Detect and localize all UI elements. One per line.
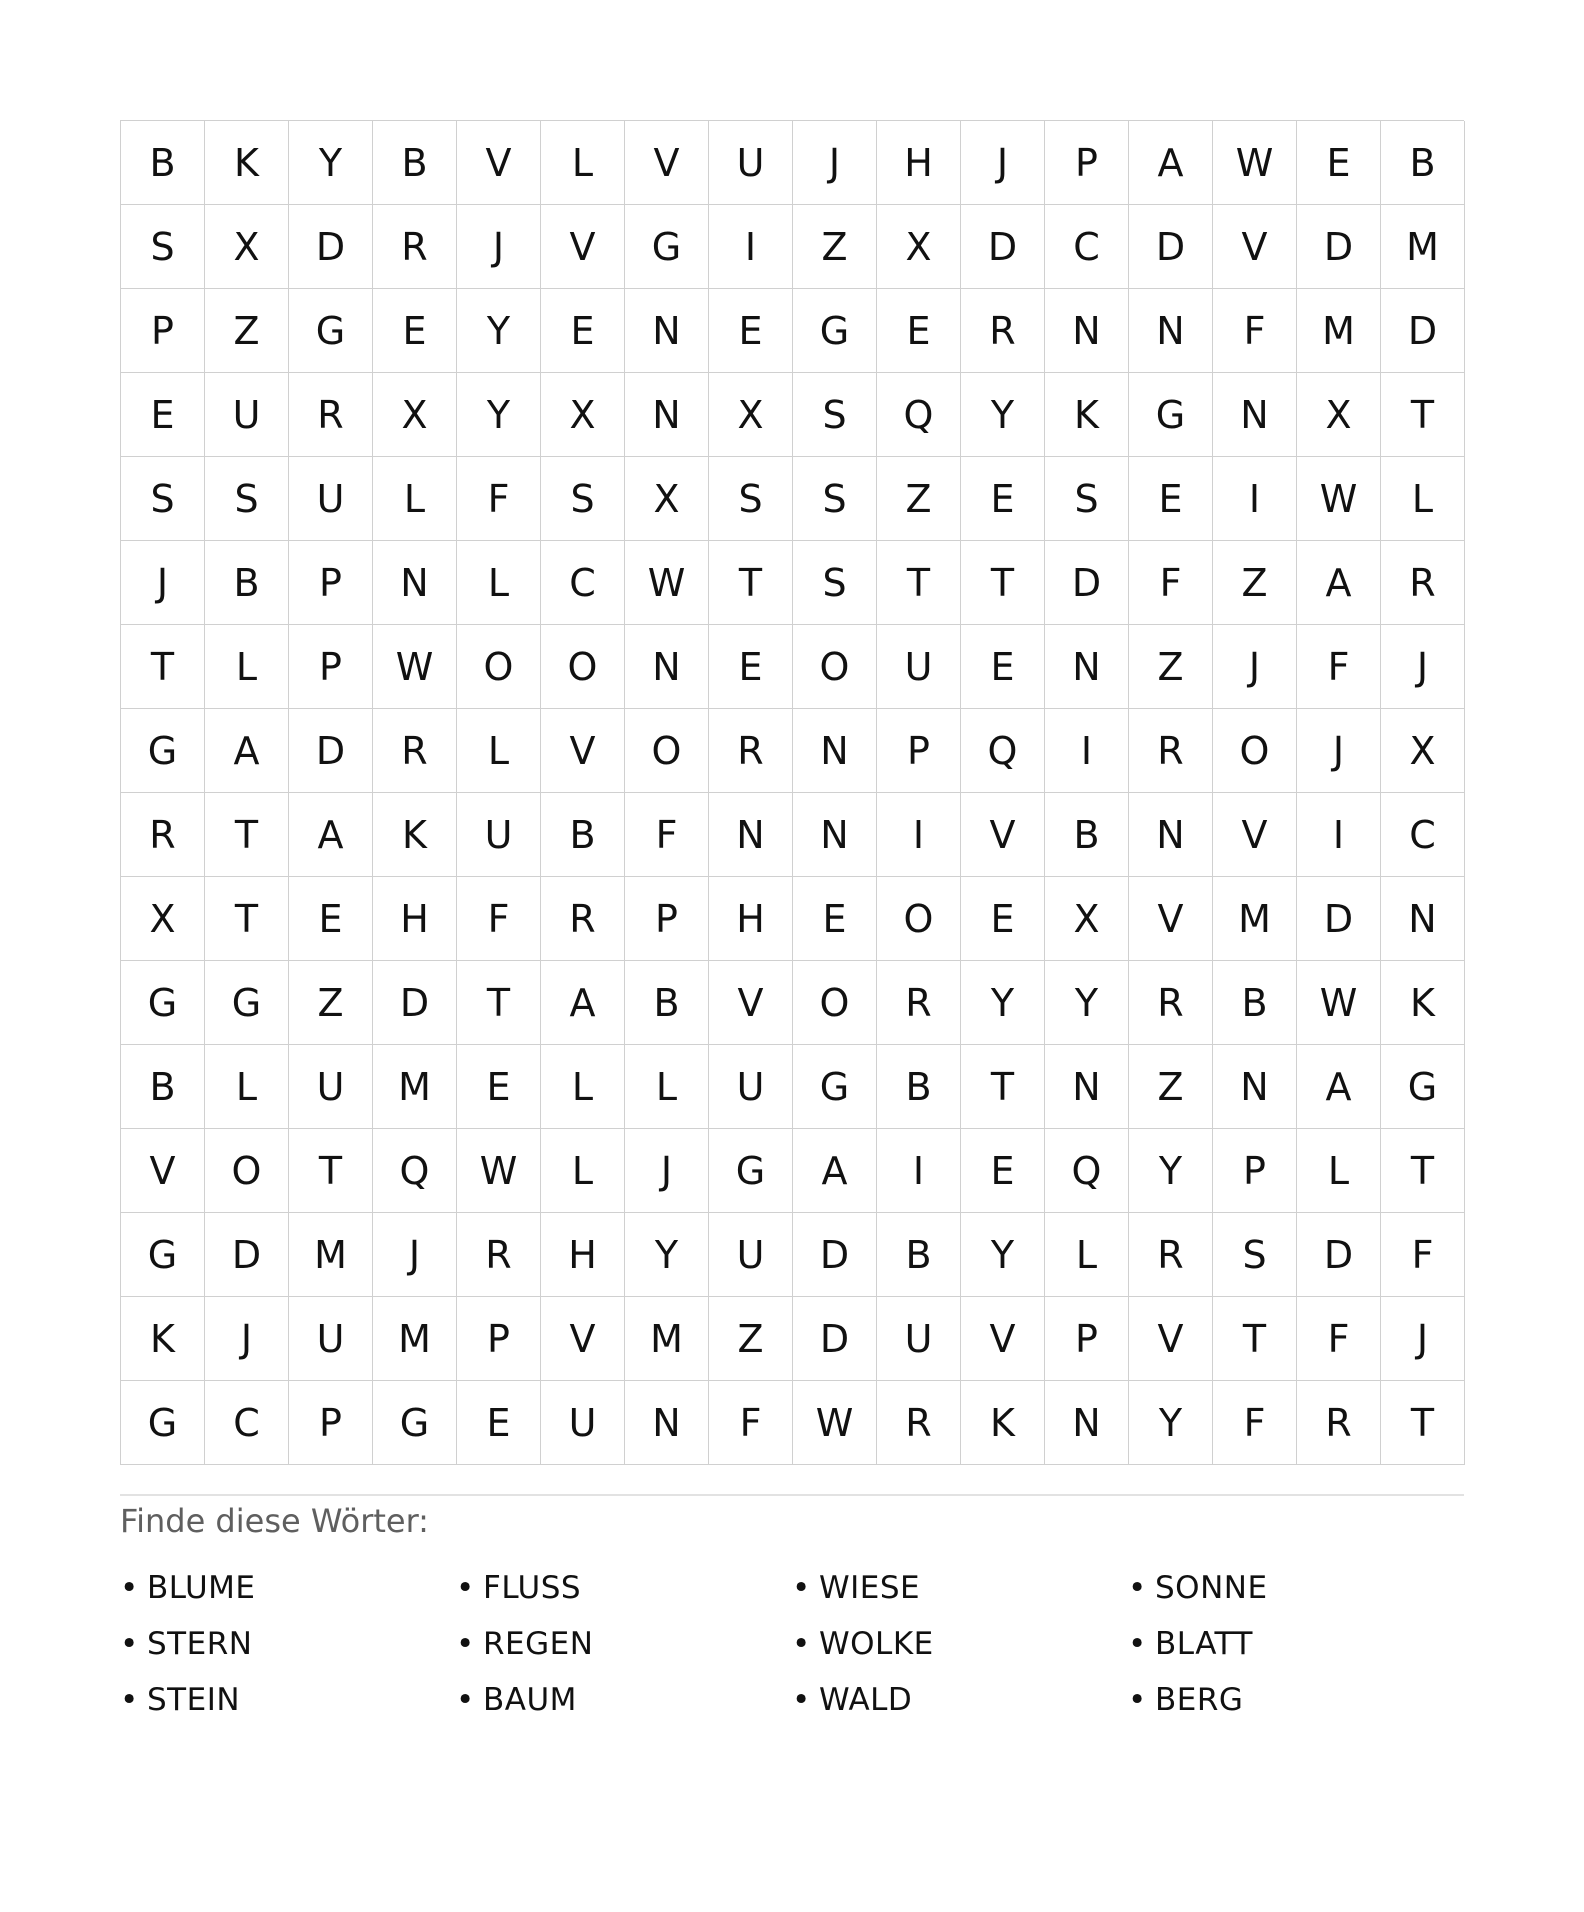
grid-cell[interactable]: B xyxy=(1213,961,1297,1045)
grid-cell[interactable]: R xyxy=(1129,1213,1213,1297)
grid-cell[interactable]: S xyxy=(205,457,289,541)
grid-cell[interactable]: I xyxy=(1297,793,1381,877)
grid-cell[interactable]: N xyxy=(1213,1045,1297,1129)
grid-cell[interactable]: G xyxy=(121,1213,205,1297)
grid-cell[interactable]: T xyxy=(205,793,289,877)
grid-cell[interactable]: V xyxy=(625,121,709,205)
grid-cell[interactable]: L xyxy=(1045,1213,1129,1297)
grid-cell[interactable]: U xyxy=(289,1297,373,1381)
grid-cell[interactable]: T xyxy=(457,961,541,1045)
grid-cell[interactable]: Z xyxy=(205,289,289,373)
grid-cell[interactable]: N xyxy=(625,289,709,373)
grid-cell[interactable]: R xyxy=(289,373,373,457)
grid-cell[interactable]: J xyxy=(625,1129,709,1213)
grid-cell[interactable]: S xyxy=(121,457,205,541)
grid-cell[interactable]: G xyxy=(709,1129,793,1213)
word-list-item xyxy=(120,1616,456,1672)
grid-cell[interactable]: R xyxy=(877,961,961,1045)
grid-cell[interactable]: R xyxy=(373,205,457,289)
grid-cell[interactable]: T xyxy=(877,541,961,625)
grid-cell[interactable]: D xyxy=(1297,1213,1381,1297)
grid-cell[interactable]: S xyxy=(121,205,205,289)
grid-cell[interactable]: Y xyxy=(1045,961,1129,1045)
grid-cell[interactable]: V xyxy=(541,205,625,289)
grid-cell[interactable]: Q xyxy=(877,373,961,457)
grid-cell[interactable]: I xyxy=(877,793,961,877)
grid-cell[interactable]: J xyxy=(793,121,877,205)
grid-cell[interactable]: N xyxy=(793,709,877,793)
grid-cell[interactable]: U xyxy=(541,1381,625,1465)
grid-cell[interactable]: U xyxy=(709,121,793,205)
grid-cell[interactable]: T xyxy=(1381,1381,1465,1465)
grid-cell[interactable]: D xyxy=(793,1213,877,1297)
grid-cell[interactable]: D xyxy=(1045,541,1129,625)
grid-cell[interactable]: S xyxy=(793,373,877,457)
grid-cell[interactable]: G xyxy=(793,289,877,373)
grid-cell[interactable]: A xyxy=(1297,1045,1381,1129)
grid-cell[interactable]: U xyxy=(289,457,373,541)
grid-cell[interactable]: B xyxy=(541,793,625,877)
grid-cell[interactable]: K xyxy=(1045,373,1129,457)
grid-cell[interactable]: P xyxy=(1045,121,1129,205)
bullet-icon: • xyxy=(792,1682,811,1718)
grid-cell[interactable]: D xyxy=(961,205,1045,289)
grid-cell[interactable]: E xyxy=(457,1381,541,1465)
grid-cell[interactable]: N xyxy=(1045,1381,1129,1465)
grid-cell[interactable]: T xyxy=(709,541,793,625)
grid-cell[interactable]: V xyxy=(709,961,793,1045)
word-label: WIESE xyxy=(819,1570,921,1606)
grid-cell[interactable]: D xyxy=(373,961,457,1045)
grid-cell[interactable]: V xyxy=(541,1297,625,1381)
word-search-puzzle xyxy=(120,120,1464,1465)
grid-cell[interactable]: L xyxy=(1381,457,1465,541)
grid-cell[interactable]: D xyxy=(1297,205,1381,289)
grid-cell[interactable]: P xyxy=(289,541,373,625)
word-list-item xyxy=(792,1560,1128,1616)
word-list-title: Finde diese Wörter: xyxy=(120,1502,429,1540)
bullet-icon: • xyxy=(1128,1626,1147,1662)
grid-cell[interactable]: J xyxy=(457,205,541,289)
grid-cell[interactable]: F xyxy=(709,1381,793,1465)
grid-cell[interactable]: X xyxy=(541,373,625,457)
grid-cell[interactable]: N xyxy=(1045,1045,1129,1129)
grid-cell[interactable]: H xyxy=(373,877,457,961)
grid-cell[interactable]: Z xyxy=(289,961,373,1045)
grid-cell[interactable]: P xyxy=(877,709,961,793)
grid-cell[interactable]: B xyxy=(877,1045,961,1129)
bullet-icon: • xyxy=(456,1570,475,1606)
grid-cell[interactable]: M xyxy=(1213,877,1297,961)
grid-cell[interactable]: U xyxy=(457,793,541,877)
grid-cell[interactable]: O xyxy=(541,625,625,709)
grid-cell[interactable]: O xyxy=(793,961,877,1045)
grid-cell[interactable]: P xyxy=(289,625,373,709)
grid-cell[interactable]: M xyxy=(1297,289,1381,373)
word-list-item xyxy=(456,1616,792,1672)
grid-cell[interactable]: N xyxy=(373,541,457,625)
grid-cell[interactable]: V xyxy=(1129,877,1213,961)
grid-cell[interactable]: X xyxy=(625,457,709,541)
grid-cell[interactable]: S xyxy=(1045,457,1129,541)
grid-cell[interactable]: O xyxy=(877,877,961,961)
grid-cell[interactable]: W xyxy=(373,625,457,709)
grid-cell[interactable]: T xyxy=(289,1129,373,1213)
grid-cell[interactable]: A xyxy=(793,1129,877,1213)
grid-cell[interactable]: X xyxy=(373,373,457,457)
word-list-item xyxy=(456,1560,792,1616)
grid-cell[interactable]: Q xyxy=(961,709,1045,793)
grid-cell[interactable]: G xyxy=(289,289,373,373)
grid-cell[interactable]: K xyxy=(961,1381,1045,1465)
grid-cell[interactable]: B xyxy=(1045,793,1129,877)
word-label: BAUM xyxy=(483,1682,577,1718)
grid-cell[interactable]: X xyxy=(1045,877,1129,961)
grid-cell[interactable]: N xyxy=(1213,373,1297,457)
grid-cell[interactable]: L xyxy=(373,457,457,541)
grid-cell[interactable]: U xyxy=(877,1297,961,1381)
word-list-item xyxy=(120,1560,456,1616)
grid-cell[interactable]: F xyxy=(457,877,541,961)
grid-cell[interactable]: F xyxy=(1213,289,1297,373)
grid-cell[interactable]: I xyxy=(709,205,793,289)
grid-cell[interactable]: P xyxy=(625,877,709,961)
grid-cell[interactable]: M xyxy=(289,1213,373,1297)
grid-cell[interactable]: G xyxy=(1129,373,1213,457)
grid-cell[interactable]: W xyxy=(793,1381,877,1465)
grid-cell[interactable]: E xyxy=(793,877,877,961)
grid-cell[interactable]: T xyxy=(205,877,289,961)
grid-cell[interactable]: X xyxy=(709,373,793,457)
grid-cell[interactable]: V xyxy=(457,121,541,205)
word-label: WALD xyxy=(819,1682,913,1718)
grid-cell[interactable]: B xyxy=(121,121,205,205)
grid-cell[interactable]: D xyxy=(1297,877,1381,961)
grid-cell[interactable]: R xyxy=(541,877,625,961)
grid-cell[interactable]: N xyxy=(793,793,877,877)
grid-cell[interactable]: G xyxy=(121,1381,205,1465)
grid-cell[interactable]: W xyxy=(1297,457,1381,541)
grid-cell[interactable]: W xyxy=(625,541,709,625)
letter-grid xyxy=(120,120,1464,1465)
grid-cell[interactable]: N xyxy=(1045,289,1129,373)
word-list xyxy=(120,1560,1464,1728)
grid-cell[interactable]: D xyxy=(205,1213,289,1297)
grid-cell[interactable]: L xyxy=(1297,1129,1381,1213)
grid-cell[interactable]: Z xyxy=(1129,625,1213,709)
word-list-item xyxy=(1128,1616,1464,1672)
grid-cell[interactable]: T xyxy=(961,541,1045,625)
grid-cell[interactable]: E xyxy=(709,625,793,709)
grid-cell[interactable]: V xyxy=(1129,1297,1213,1381)
grid-cell[interactable]: T xyxy=(121,625,205,709)
grid-cell[interactable]: H xyxy=(709,877,793,961)
grid-cell[interactable]: Z xyxy=(1213,541,1297,625)
grid-cell[interactable]: D xyxy=(289,205,373,289)
grid-cell[interactable]: F xyxy=(1129,541,1213,625)
grid-cell[interactable]: O xyxy=(1213,709,1297,793)
grid-cell[interactable]: Y xyxy=(961,373,1045,457)
grid-cell[interactable]: U xyxy=(877,625,961,709)
grid-cell[interactable]: H xyxy=(541,1213,625,1297)
grid-cell[interactable]: W xyxy=(1213,121,1297,205)
grid-cell[interactable]: N xyxy=(1129,793,1213,877)
grid-cell[interactable]: N xyxy=(1129,289,1213,373)
grid-cell[interactable]: L xyxy=(625,1045,709,1129)
grid-cell[interactable]: F xyxy=(457,457,541,541)
grid-cell[interactable]: Q xyxy=(373,1129,457,1213)
grid-cell[interactable]: B xyxy=(625,961,709,1045)
word-list-item xyxy=(792,1672,1128,1728)
grid-cell[interactable]: M xyxy=(1381,205,1465,289)
grid-cell[interactable]: O xyxy=(457,625,541,709)
grid-cell[interactable]: C xyxy=(541,541,625,625)
grid-cell[interactable]: G xyxy=(121,961,205,1045)
grid-cell[interactable]: X xyxy=(205,205,289,289)
grid-cell[interactable]: B xyxy=(1381,121,1465,205)
grid-cell[interactable]: C xyxy=(205,1381,289,1465)
grid-cell[interactable]: Y xyxy=(457,373,541,457)
grid-cell[interactable]: V xyxy=(961,793,1045,877)
grid-cell[interactable]: L xyxy=(541,1129,625,1213)
grid-cell[interactable]: J xyxy=(1381,625,1465,709)
grid-cell[interactable]: M xyxy=(373,1045,457,1129)
grid-cell[interactable]: D xyxy=(289,709,373,793)
grid-cell[interactable]: F xyxy=(1213,1381,1297,1465)
bullet-icon: • xyxy=(120,1626,139,1662)
grid-cell[interactable]: R xyxy=(1297,1381,1381,1465)
grid-cell[interactable]: N xyxy=(1045,625,1129,709)
grid-cell[interactable]: J xyxy=(205,1297,289,1381)
grid-cell[interactable]: V xyxy=(541,709,625,793)
grid-cell[interactable]: V xyxy=(1213,205,1297,289)
word-list-item xyxy=(1128,1672,1464,1728)
grid-cell[interactable]: L xyxy=(205,1045,289,1129)
grid-cell[interactable]: H xyxy=(877,121,961,205)
word-list-item xyxy=(792,1616,1128,1672)
grid-cell[interactable]: B xyxy=(877,1213,961,1297)
grid-cell[interactable]: E xyxy=(961,625,1045,709)
grid-cell[interactable]: C xyxy=(1381,793,1465,877)
grid-cell[interactable]: W xyxy=(457,1129,541,1213)
grid-cell[interactable]: G xyxy=(205,961,289,1045)
grid-cell[interactable]: B xyxy=(373,121,457,205)
grid-cell[interactable]: E xyxy=(961,877,1045,961)
grid-cell[interactable]: S xyxy=(793,541,877,625)
grid-cell[interactable]: J xyxy=(1297,709,1381,793)
grid-cell[interactable]: G xyxy=(1381,1045,1465,1129)
grid-cell[interactable]: V xyxy=(1213,793,1297,877)
grid-cell[interactable]: S xyxy=(541,457,625,541)
grid-cell[interactable]: X xyxy=(1297,373,1381,457)
grid-cell[interactable]: P xyxy=(457,1297,541,1381)
grid-cell[interactable]: X xyxy=(877,205,961,289)
grid-cell[interactable]: R xyxy=(373,709,457,793)
grid-cell[interactable]: E xyxy=(961,1129,1045,1213)
grid-cell[interactable]: Y xyxy=(1129,1381,1213,1465)
grid-cell[interactable]: F xyxy=(1297,625,1381,709)
grid-cell[interactable]: T xyxy=(1381,373,1465,457)
grid-cell[interactable]: N xyxy=(625,625,709,709)
grid-cell[interactable]: R xyxy=(1381,541,1465,625)
grid-cell[interactable]: E xyxy=(541,289,625,373)
grid-cell[interactable]: Y xyxy=(961,961,1045,1045)
grid-cell[interactable]: R xyxy=(1129,961,1213,1045)
bullet-icon: • xyxy=(792,1570,811,1606)
grid-cell[interactable]: Y xyxy=(1129,1129,1213,1213)
grid-cell[interactable]: J xyxy=(961,121,1045,205)
grid-cell[interactable]: X xyxy=(121,877,205,961)
grid-cell[interactable]: E xyxy=(877,289,961,373)
grid-cell[interactable]: A xyxy=(1297,541,1381,625)
grid-cell[interactable]: Z xyxy=(877,457,961,541)
grid-cell[interactable]: L xyxy=(457,709,541,793)
grid-cell[interactable]: P xyxy=(289,1381,373,1465)
grid-cell[interactable]: O xyxy=(793,625,877,709)
grid-cell[interactable]: M xyxy=(373,1297,457,1381)
grid-cell[interactable]: D xyxy=(1381,289,1465,373)
grid-cell[interactable]: E xyxy=(289,877,373,961)
grid-cell[interactable]: J xyxy=(1381,1297,1465,1381)
word-label: BLATT xyxy=(1155,1626,1253,1662)
word-list-item xyxy=(1128,1560,1464,1616)
grid-cell[interactable]: T xyxy=(1381,1129,1465,1213)
grid-cell[interactable]: R xyxy=(961,289,1045,373)
grid-cell[interactable]: E xyxy=(121,373,205,457)
grid-cell[interactable]: N xyxy=(709,793,793,877)
bullet-icon: • xyxy=(1128,1682,1147,1718)
grid-cell[interactable]: J xyxy=(121,541,205,625)
word-list-item xyxy=(120,1672,456,1728)
word-label: STERN xyxy=(147,1626,253,1662)
grid-cell[interactable]: M xyxy=(625,1297,709,1381)
grid-cell[interactable]: P xyxy=(1045,1297,1129,1381)
grid-cell[interactable]: Z xyxy=(1129,1045,1213,1129)
grid-cell[interactable]: S xyxy=(1213,1213,1297,1297)
grid-cell[interactable]: E xyxy=(709,289,793,373)
word-label: WOLKE xyxy=(819,1626,934,1662)
word-list-item xyxy=(456,1672,792,1728)
grid-cell[interactable]: G xyxy=(793,1045,877,1129)
bullet-icon: • xyxy=(792,1626,811,1662)
grid-cell[interactable]: F xyxy=(1381,1213,1465,1297)
grid-cell[interactable]: U xyxy=(205,373,289,457)
grid-cell[interactable]: I xyxy=(877,1129,961,1213)
grid-cell[interactable]: A xyxy=(1129,121,1213,205)
grid-cell[interactable]: A xyxy=(541,961,625,1045)
grid-cell[interactable]: R xyxy=(709,709,793,793)
grid-cell[interactable]: G xyxy=(625,205,709,289)
grid-cell[interactable]: N xyxy=(625,373,709,457)
grid-cell[interactable]: K xyxy=(205,121,289,205)
grid-cell[interactable]: L xyxy=(205,625,289,709)
grid-cell[interactable]: G xyxy=(121,709,205,793)
grid-cell[interactable]: U xyxy=(709,1213,793,1297)
grid-cell[interactable]: I xyxy=(1045,709,1129,793)
grid-cell[interactable]: N xyxy=(1381,877,1465,961)
grid-cell[interactable]: L xyxy=(457,541,541,625)
grid-cell[interactable]: O xyxy=(625,709,709,793)
bullet-icon: • xyxy=(120,1570,139,1606)
grid-cell[interactable]: U xyxy=(709,1045,793,1129)
word-label: SONNE xyxy=(1155,1570,1268,1606)
grid-cell[interactable]: N xyxy=(625,1381,709,1465)
grid-cell[interactable]: D xyxy=(1129,205,1213,289)
word-label: REGEN xyxy=(483,1626,594,1662)
grid-cell[interactable]: T xyxy=(1213,1297,1297,1381)
bullet-icon: • xyxy=(456,1682,475,1718)
grid-cell[interactable]: E xyxy=(373,289,457,373)
grid-cell[interactable]: Y xyxy=(289,121,373,205)
grid-cell[interactable]: K xyxy=(373,793,457,877)
grid-cell[interactable]: J xyxy=(373,1213,457,1297)
grid-cell[interactable]: R xyxy=(1129,709,1213,793)
grid-cell[interactable]: E xyxy=(961,457,1045,541)
grid-cell[interactable]: F xyxy=(1297,1297,1381,1381)
grid-cell[interactable]: K xyxy=(1381,961,1465,1045)
grid-cell[interactable]: B xyxy=(121,1045,205,1129)
grid-cell[interactable]: Y xyxy=(961,1213,1045,1297)
grid-cell[interactable]: V xyxy=(961,1297,1045,1381)
grid-cell[interactable]: E xyxy=(1297,121,1381,205)
grid-cell[interactable]: G xyxy=(373,1381,457,1465)
grid-cell[interactable]: J xyxy=(1213,625,1297,709)
grid-cell[interactable]: R xyxy=(877,1381,961,1465)
grid-cell[interactable]: L xyxy=(541,121,625,205)
grid-cell[interactable]: A xyxy=(289,793,373,877)
bullet-icon: • xyxy=(120,1682,139,1718)
grid-cell[interactable]: W xyxy=(1297,961,1381,1045)
word-label: STEIN xyxy=(147,1682,241,1718)
grid-cell[interactable]: L xyxy=(541,1045,625,1129)
grid-cell[interactable]: S xyxy=(709,457,793,541)
grid-cell[interactable]: K xyxy=(121,1297,205,1381)
divider xyxy=(120,1494,1464,1496)
word-label: BERG xyxy=(1155,1682,1244,1718)
grid-cell[interactable]: Y xyxy=(625,1213,709,1297)
grid-cell[interactable]: Q xyxy=(1045,1129,1129,1213)
bullet-icon: • xyxy=(1128,1570,1147,1606)
grid-cell[interactable]: V xyxy=(121,1129,205,1213)
grid-cell[interactable]: U xyxy=(289,1045,373,1129)
word-label: FLUSS xyxy=(483,1570,582,1606)
grid-cell[interactable]: F xyxy=(625,793,709,877)
word-label: BLUME xyxy=(147,1570,256,1606)
grid-cell[interactable]: R xyxy=(121,793,205,877)
grid-cell[interactable]: D xyxy=(793,1297,877,1381)
grid-cell[interactable]: A xyxy=(205,709,289,793)
grid-cell[interactable]: P xyxy=(1213,1129,1297,1213)
grid-cell[interactable]: Y xyxy=(457,289,541,373)
grid-cell[interactable]: T xyxy=(961,1045,1045,1129)
bullet-icon: • xyxy=(456,1626,475,1662)
grid-cell[interactable]: S xyxy=(793,457,877,541)
grid-cell[interactable]: C xyxy=(1045,205,1129,289)
grid-cell[interactable]: E xyxy=(457,1045,541,1129)
grid-cell[interactable]: R xyxy=(457,1213,541,1297)
grid-cell[interactable]: I xyxy=(1213,457,1297,541)
grid-cell[interactable]: Z xyxy=(793,205,877,289)
grid-cell[interactable]: B xyxy=(205,541,289,625)
grid-cell[interactable]: P xyxy=(121,289,205,373)
grid-cell[interactable]: E xyxy=(1129,457,1213,541)
grid-cell[interactable]: Z xyxy=(709,1297,793,1381)
grid-cell[interactable]: X xyxy=(1381,709,1465,793)
grid-cell[interactable]: O xyxy=(205,1129,289,1213)
